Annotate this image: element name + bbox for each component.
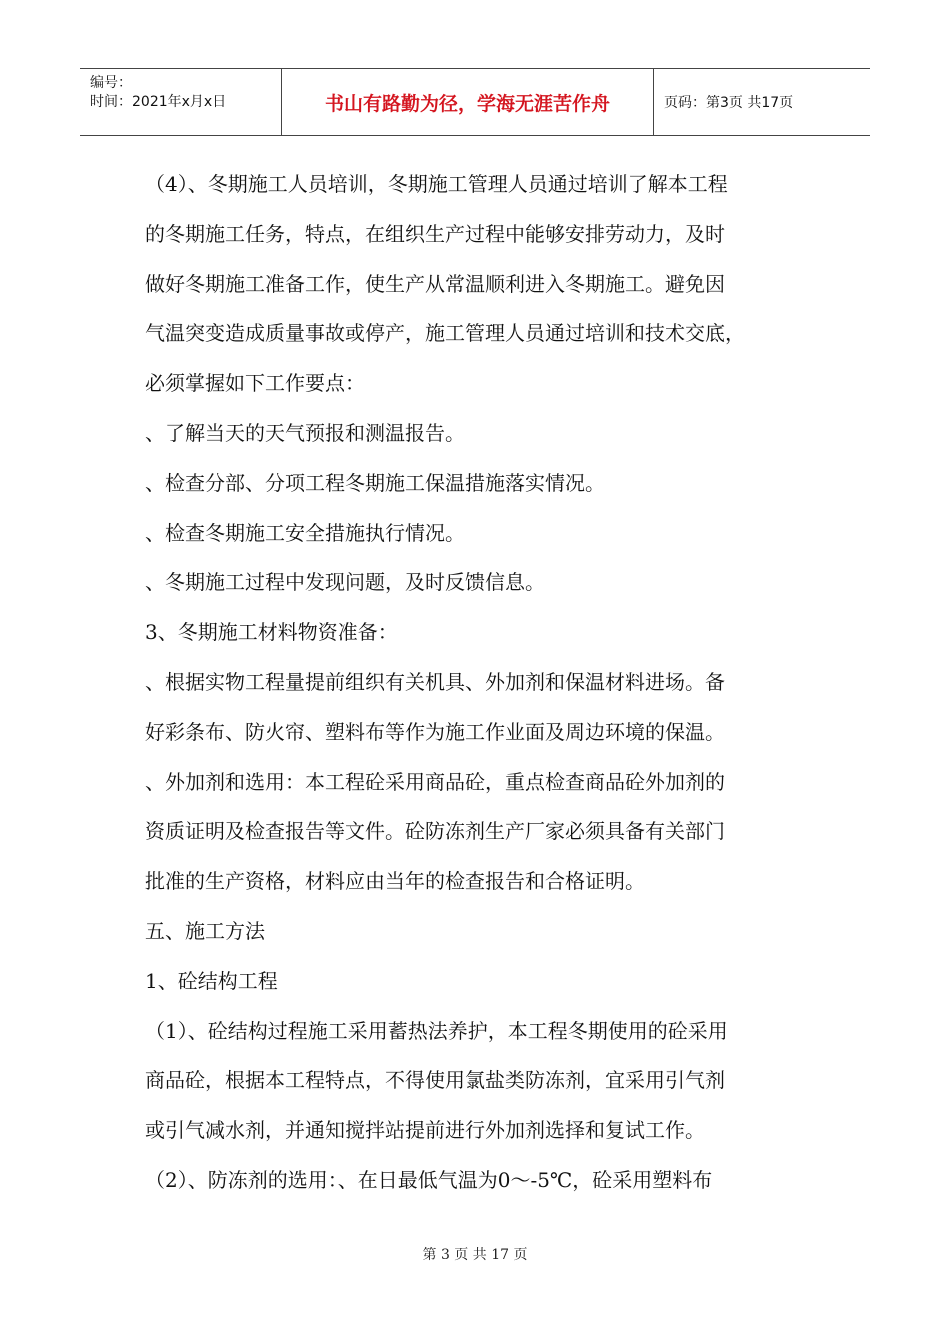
body-line: 、检查冬期施工安全措施执行情况。 [145, 520, 465, 545]
document-body [145, 160, 810, 1206]
body-line: 做好冬期施工准备工作，使生产从常温顺利进入冬期施工。避免因 [145, 271, 725, 296]
body-line: （1）、砼结构过程施工采用蓄热法养护，本工程冬期使用的砼采用 [145, 1018, 728, 1043]
body-line: 、冬期施工过程中发现问题，及时反馈信息。 [145, 570, 545, 595]
body-line: 的冬期施工任务，特点，在组织生产过程中能够安排劳动力，及时 [145, 221, 725, 246]
page-header [80, 68, 870, 136]
section-heading: 3、冬期施工材料物资准备： [145, 620, 398, 645]
body-line: 气温突变造成质量事故或停产，施工管理人员通过培训和技术交底， [145, 321, 745, 346]
section-heading: 五、施工方法 [145, 918, 265, 943]
document-number-label: 编号： [90, 75, 132, 91]
body-line: 或引气减水剂，并通知搅拌站提前进行外加剂选择和复试工作。 [145, 1118, 705, 1143]
header-page-number: 页码：第3页 共17页 [664, 95, 794, 111]
body-line: 商品砼，根据本工程特点，不得使用氯盐类防冻剂，宜采用引气剂 [145, 1068, 725, 1093]
header-motto: 书山有路勤为径，学海无涯苦作舟 [282, 69, 654, 135]
page-footer: 第 3 页 共 17 页 [422, 1247, 528, 1263]
body-line: （4）、冬期施工人员培训，冬期施工管理人员通过培训了解本工程 [145, 172, 728, 196]
body-line: 、检查分部、分项工程冬期施工保温措施落实情况。 [145, 470, 605, 495]
document-date-label: 时间：2021年x月x日 [90, 94, 227, 110]
body-line: 资质证明及检查报告等文件。砼防冻剂生产厂家必须具备有关部门 [145, 819, 725, 844]
body-line: 、外加剂和选用：本工程砼采用商品砼，重点检查商品砼外加剂的 [145, 769, 725, 794]
body-line: 必须掌握如下工作要点： [145, 371, 365, 396]
body-line: （2）、防冻剂的选用：、在日最低气温为0～-5℃，砼采用塑料布 [145, 1167, 713, 1192]
body-line: 、了解当天的天气预报和测温报告。 [145, 420, 465, 445]
body-line: 、根据实物工程量提前组织有关机具、外加剂和保温材料进场。备 [145, 669, 725, 694]
body-line: 批准的生产资格，材料应由当年的检查报告和合格证明。 [145, 869, 645, 894]
body-line: 好彩条布、防火帘、塑料布等作为施工作业面及周边环境的保温。 [145, 719, 725, 744]
section-heading: 1、砼结构工程 [145, 968, 278, 993]
header-meta [80, 69, 282, 135]
